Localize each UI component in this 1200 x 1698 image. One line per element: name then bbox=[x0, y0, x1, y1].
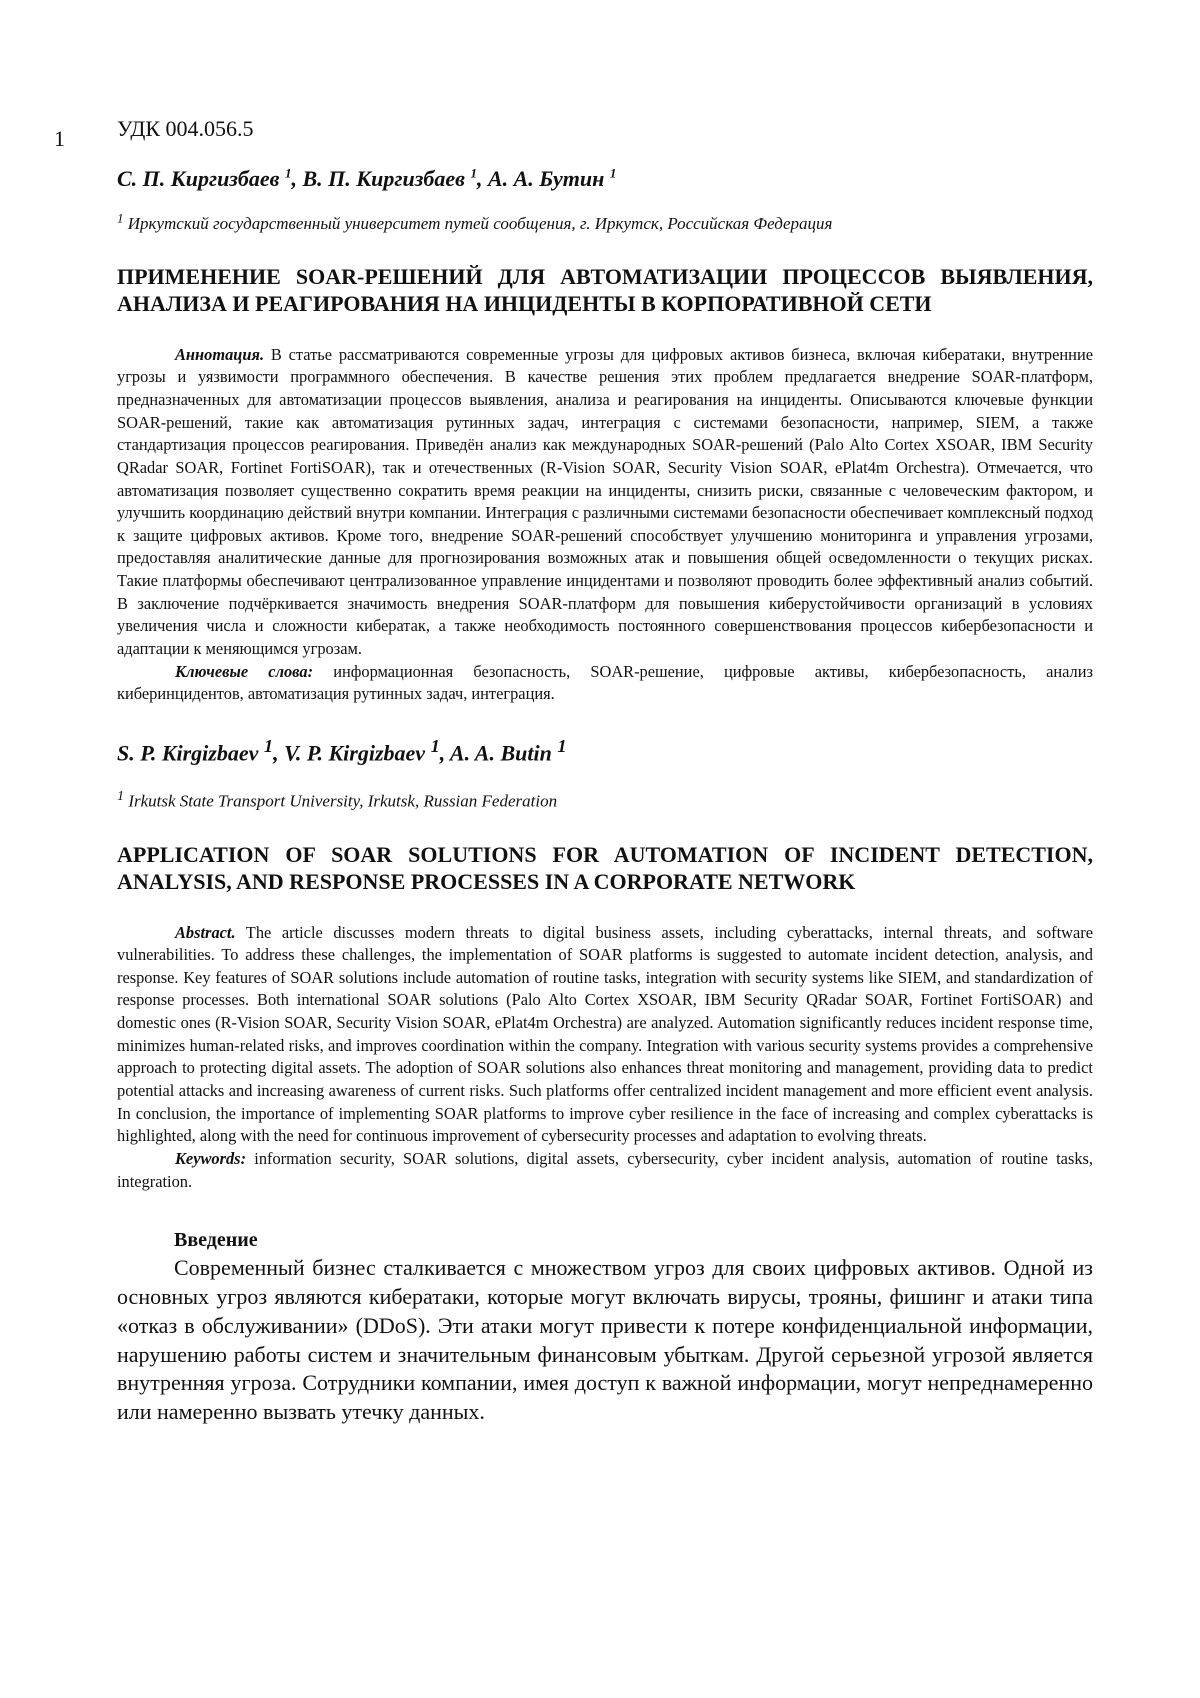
abstract-en-label: Abstract. bbox=[175, 923, 236, 942]
author-ru-1-sup: 1 bbox=[285, 166, 292, 181]
title-ru: ПРИМЕНЕНИЕ SOAR-РЕШЕНИЙ ДЛЯ АВТОМАТИЗАЦИИ ПРОЦЕССОВ ВЫЯВЛЕНИЯ, АНАЛИЗА И РЕАГИРОВАНИЯ НА ИНЦИДЕНТЫ В КОРПОРАТИВНОЙ СЕТИ bbox=[117, 264, 1093, 318]
authors-en bbox=[117, 736, 1093, 766]
keywords-en-text: information security, SOAR solutions, digital assets, cybersecurity, cyber incident analysis, automation of routine tasks, integration. bbox=[117, 1149, 1093, 1191]
author-en-2-sup: 1 bbox=[431, 736, 440, 756]
abstract-ru-text: В статье рассматриваются современные угрозы для цифровых активов бизнеса, включая кибератаки, внутренние угрозы и уязвимости программного обеспечения. В качестве решения этих проблем предлагается внедрение SOAR-платформ, предназначенных для автоматизации процессов выявления, анализа и реагирования на инциденты. Описываются ключевые функции SOAR-решений, такие как автоматизация рутинных задач, интеграция с системами безопасности, например, SIEM, а также стандартизация процессов реагирования. Приведён анализ как международных SOAR-решений (Palo Alto Cortex XSOAR, IBM Security QRadar SOAR, Fortinet FortiSOAR), так и отечественных (R-Vision SOAR, Security Vision SOAR, ePlat4m Orchestra). Отмечается, что автоматизация позволяет существенно сократить время реакции на инциденты, снизить риски, связанные с человеческим фактором, и улучшить координацию действий внутри компании. Интеграция с различными системами безопасности обеспечивает комплексный подход к защите цифровых активов. Кроме того, внедрение SOAR-решений способствует улучшению мониторинга и управления угрозами, предоставляя аналитические данные для прогнозирования возможных атак и повышения общей осведомленности о текущих рисках. Такие платформы обеспечивают централизованное управление инцидентами и позволяют проводить более эффективный анализ событий. В заключение подчёркивается значимость внедрения SOAR-платформ для повышения киберустойчивости организаций в условиях увеличения числа и сложности кибератак, а также необходимость постоянного совершенствования процессов кибербезопасности и адаптации к меняющимся угрозам. bbox=[117, 345, 1093, 658]
abstract-en-text: The article discusses modern threats to digital business assets, including cyberattacks, internal threats, and software vulnerabilities. To address these challenges, the implementation of SOAR platforms is suggested to automate incident detection, analysis, and response. Key features of SOAR solutions include automation of routine tasks, integration with security systems like SIEM, and standardization of response processes. Both international SOAR solutions (Palo Alto Cortex XSOAR, IBM Security QRadar SOAR, Fortinet FortiSOAR) and domestic ones (R-Vision SOAR, Security Vision SOAR, ePlat4m Orchestra) are analyzed. Automation significantly reduces incident response time, minimizes human-related risks, and improves coordination within the company. Integration with various security systems provides a comprehensive approach to protecting digital assets. The adoption of SOAR solutions also enhances threat monitoring and management, providing data to predict potential attacks and increasing awareness of current risks. Such platforms offer centralized incident management and more efficient event analysis. In conclusion, the importance of implementing SOAR platforms to improve cyber resilience in the face of increasing and complex cyberattacks is highlighted, along with the need for continuous improvement of cybersecurity processes and adaptation to evolving threats. bbox=[117, 923, 1093, 1146]
title-en: APPLICATION OF SOAR SOLUTIONS FOR AUTOMATION OF INCIDENT DETECTION, ANALYSIS, AND RESPONSE PROCESSES IN A CORPORATE NETWORK bbox=[117, 842, 1093, 896]
author-en-3: , A. A. Butin bbox=[440, 740, 558, 765]
intro-heading: Введение bbox=[117, 1229, 1093, 1252]
udk-code: УДК 004.056.5 bbox=[117, 116, 1093, 142]
author-en-1: S. P. Kirgizbaev bbox=[117, 740, 264, 765]
author-en-2: , V. P. Kirgizbaev bbox=[273, 740, 431, 765]
author-en-1-sup: 1 bbox=[264, 736, 273, 756]
keywords-ru-text: информационная безопасность, SOAR-решение, цифровые активы, кибербезопасность, анализ киберинцидентов, автоматизация рутинных задач, интеграция. bbox=[117, 662, 1093, 704]
abstract-ru-label: Аннотация. bbox=[175, 345, 264, 364]
authors-ru bbox=[117, 166, 1093, 192]
author-en-3-sup: 1 bbox=[557, 736, 566, 756]
article-body bbox=[117, 116, 1093, 1427]
keywords-en bbox=[117, 1148, 1093, 1193]
author-ru-2-sup: 1 bbox=[470, 166, 477, 181]
keywords-ru bbox=[117, 661, 1093, 706]
affiliation-ru-text: Иркутский государственный университет путей сообщения, г. Иркутск, Российская Федерация bbox=[124, 214, 833, 233]
affiliation-en-text: Irkutsk State Transport University, Irkutsk, Russian Federation bbox=[124, 792, 557, 811]
abstract-en bbox=[117, 922, 1093, 1148]
author-ru-2: , В. П. Киргизбаев bbox=[291, 166, 470, 191]
affiliation-en-sup: 1 bbox=[117, 788, 124, 804]
affiliation-ru bbox=[117, 214, 1093, 234]
affiliation-ru-sup: 1 bbox=[117, 210, 124, 225]
author-ru-3: , А. А. Бутин bbox=[477, 166, 610, 191]
intro-paragraph: Современный бизнес сталкивается с множеством угроз для своих цифровых активов. Одной из основных угроз являются кибератаки, которые могут включать вирусы, трояны, фишинг и атаки типа «отказ в обслуживании» (DDoS). Эти атаки могут привести к потере конфиденциальной информации, нарушению работы систем и значительным финансовым убыткам. Другой серьезной угрозой является внутренняя угроза. Сотрудники компании, имея доступ к важной информации, могут непреднамеренно или намеренно вызвать утечку данных. bbox=[117, 1254, 1093, 1427]
affiliation-en bbox=[117, 788, 1093, 812]
author-ru-3-sup: 1 bbox=[610, 166, 617, 181]
author-ru-1: С. П. Киргизбаев bbox=[117, 166, 285, 191]
page-number: 1 bbox=[54, 126, 65, 152]
keywords-en-label: Keywords: bbox=[175, 1149, 246, 1168]
abstract-ru bbox=[117, 344, 1093, 661]
keywords-ru-label: Ключевые слова: bbox=[175, 662, 313, 681]
